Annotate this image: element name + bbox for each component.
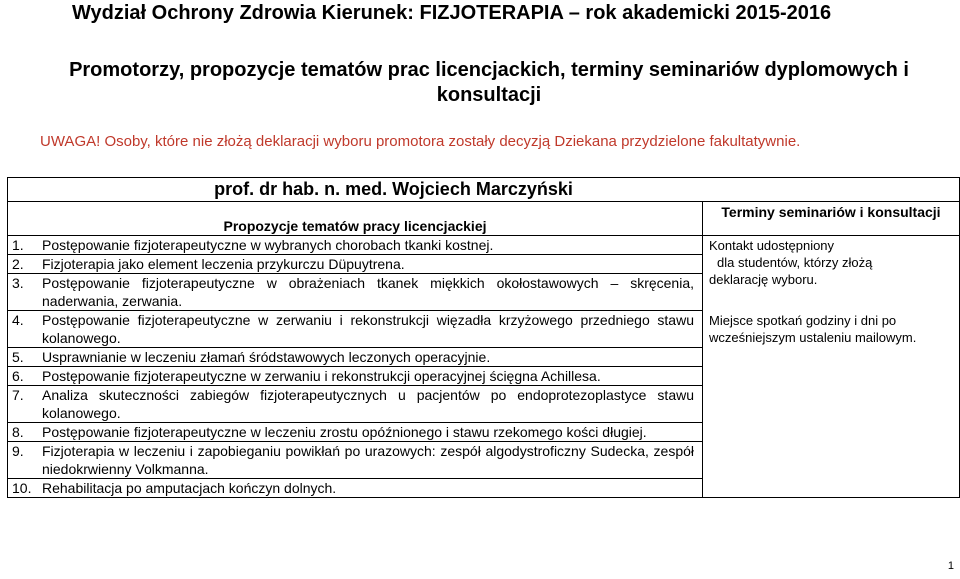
topic-text: Postępowanie fizjoterapeutyczne w leczeniu zrostu opóźnionego i stawu rzekomego kości długiej. <box>42 424 647 440</box>
topic-text: Rehabilitacja po amputacjach kończyn dolnych. <box>42 480 337 496</box>
topic-number: 10. <box>12 480 32 496</box>
topic-number: 2. <box>12 256 24 272</box>
notes-line: deklarację wyboru. <box>709 272 818 287</box>
topic-text: Usprawnianie w leczeniu złamań śródstawowych leczonych operacyjnie. <box>42 349 491 365</box>
topic-number: 3. <box>12 275 24 291</box>
table-row <box>8 423 702 442</box>
page-title: Wydział Ochrony Zdrowia Kierunek: FIZJOTERAPIA – rok akademicki 2015-2016 <box>72 2 832 24</box>
topics-list <box>8 236 703 498</box>
warning-notice: UWAGA! Osoby, które nie złożą deklaracji wyboru promotora zostały decyzją Dziekana przydzielone fakultatywnie. <box>40 133 801 150</box>
topic-number: 4. <box>12 312 24 328</box>
topic-text: Postępowanie fizjoterapeutyczne w obrażeniach tkanek miękkich okołostawowych – skręcenia, naderwania, zerwania. <box>42 275 694 309</box>
table-row <box>8 367 702 386</box>
topic-text: Postępowanie fizjoterapeutyczne w zerwaniu i rekonstrukcji operacyjnej ścięgna Achillesa. <box>42 368 601 384</box>
topic-text: Fizjoterapia w leczeniu i zapobieganiu powikłań po urazowych: zespół algodystroficzny Sudecka, zespół niedokrwienny Volkmanna. <box>42 443 694 477</box>
table-row <box>8 311 702 348</box>
topics-heading: Propozycje tematów pracy licencjackiej <box>8 202 703 236</box>
page-subtitle: Promotorzy, propozycje tematów prac licencjackich, terminy seminariów dyplomowych i konsultacji <box>69 59 909 106</box>
promoter-name: prof. dr hab. n. med. Wojciech Marczyński <box>8 178 960 202</box>
table-row <box>8 274 702 311</box>
schedule-heading: Terminy seminariów i konsultacji <box>703 202 960 236</box>
topic-number: 1. <box>12 237 24 253</box>
page-number: 1 <box>947 560 954 572</box>
table-row <box>8 479 702 497</box>
table-row <box>8 442 702 479</box>
table-row <box>8 386 702 423</box>
table-row <box>8 348 702 367</box>
topic-number: 6. <box>12 368 24 384</box>
topic-number: 8. <box>12 424 24 440</box>
topic-text: Fizjoterapia jako element leczenia przykurczu Düpuytrena. <box>42 256 405 272</box>
table-row <box>8 236 702 255</box>
notes-line: dla studentów, którzy złożą <box>717 255 873 270</box>
notes-line: Kontakt udostępniony <box>709 238 835 253</box>
topic-text: Postępowanie fizjoterapeutyczne w zerwaniu i rekonstrukcji więzadła krzyżowego przedniego stawu kolanowego. <box>42 312 694 346</box>
topic-number: 5. <box>12 349 24 365</box>
topic-number: 7. <box>12 387 24 403</box>
schedule-notes <box>703 236 960 498</box>
table-row <box>8 255 702 274</box>
topic-number: 9. <box>12 443 24 459</box>
promoter-table <box>7 177 960 498</box>
topic-text: Postępowanie fizjoterapeutyczne w wybranych chorobach tkanki kostnej. <box>42 237 494 253</box>
topic-text: Analiza skuteczności zabiegów fizjoterapeutycznych u pacjentów po endoprotezoplastyce stawu kolanowego. <box>42 387 694 421</box>
notes-line: Miejsce spotkań godziny i dni po wcześniejszym ustaleniu mailowym. <box>709 313 917 345</box>
